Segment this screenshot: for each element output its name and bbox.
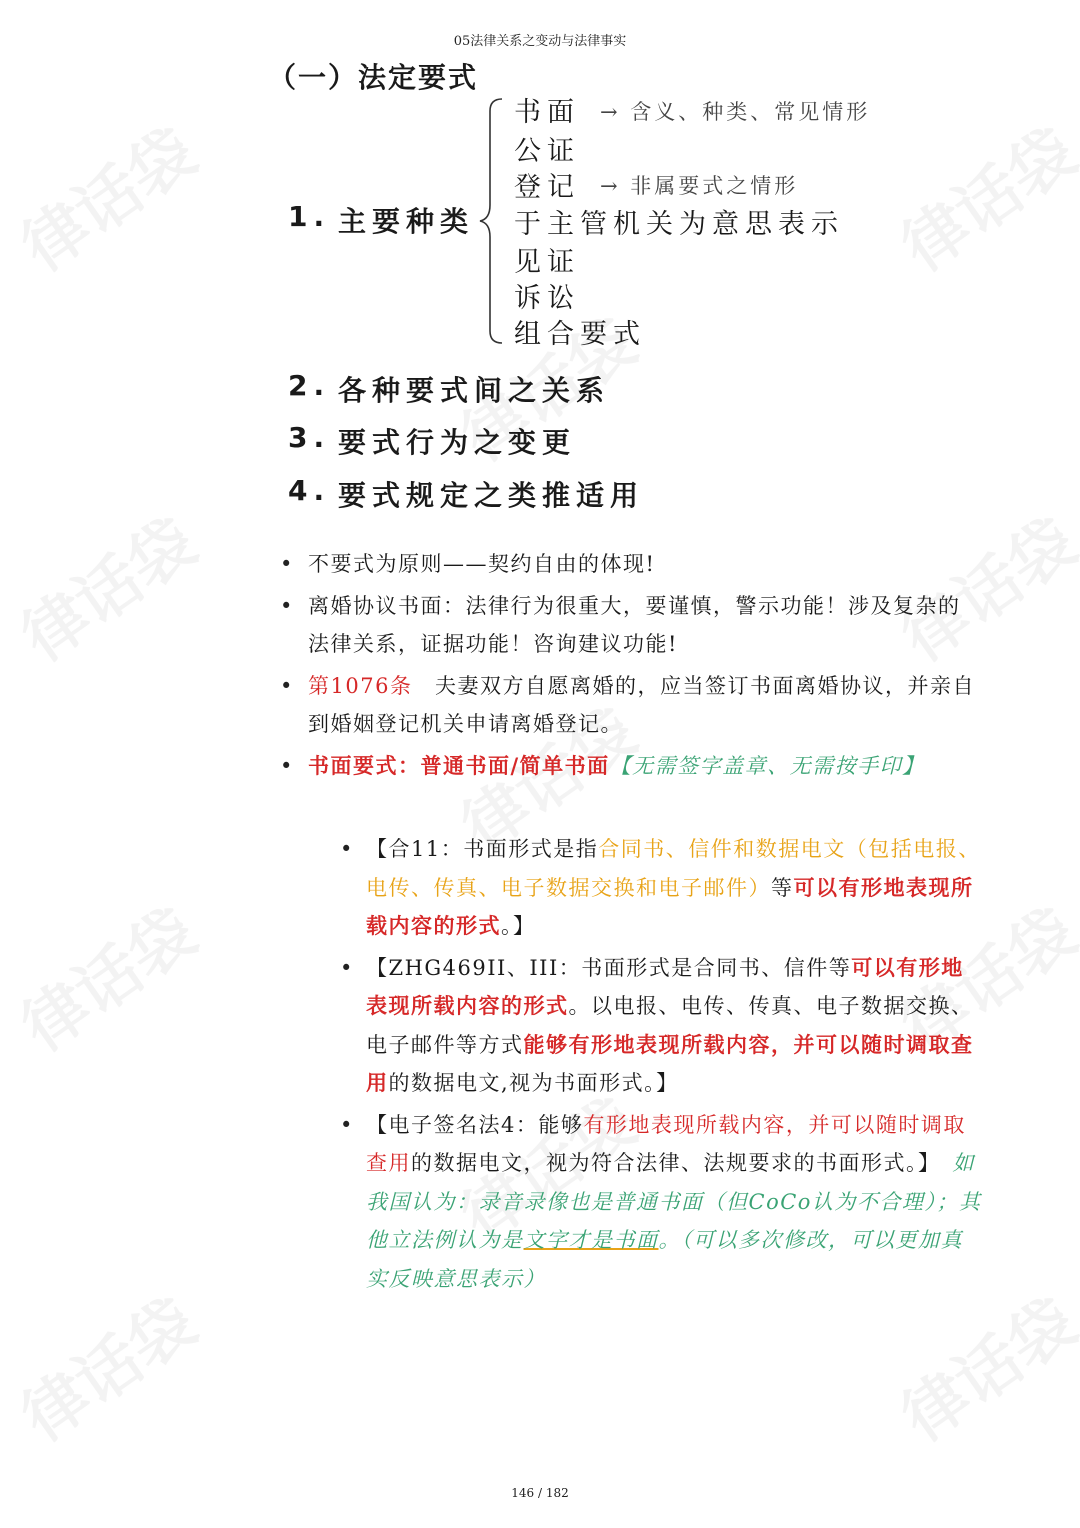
watermark xyxy=(881,103,1080,288)
item-1-label: 主要种类 xyxy=(338,205,475,238)
branch-dengji: 登记 xyxy=(514,172,580,203)
list-item xyxy=(340,949,985,1103)
bullet-text: 的数据电文,视为书面形式。】 xyxy=(388,1071,679,1095)
brace-icon xyxy=(478,97,508,345)
highlight-red: 可以有形地表现所载内容的形式 xyxy=(366,874,974,938)
highlight-green: 【无需签字盖章、无需按手印】 xyxy=(609,753,925,778)
highlight-red: 有形地表现所载内容，并可以随时调取查用 xyxy=(366,1112,966,1175)
item-3-number: 3. xyxy=(288,421,331,454)
bullet-text: 【ZHG469II、III：书面形式是合同书、信件等 xyxy=(366,955,852,980)
branch-gongzheng: 公证 xyxy=(514,136,580,167)
watermark xyxy=(1,493,211,678)
list-item xyxy=(280,545,980,584)
watermark xyxy=(881,1273,1080,1458)
bullet-text: 不要式为原则——契约自由的体现! xyxy=(308,552,656,576)
bullet-text: 。】 xyxy=(501,914,536,938)
item-4-label: 要式规定之类推适用 xyxy=(338,479,645,512)
bullet-text: 的数据电文，视为符合法律、法规要求的书面形式。】 xyxy=(411,1151,930,1175)
branch-jianzheng: 见证 xyxy=(514,247,580,278)
note-shumian: → 含义、种类、常见情形 xyxy=(600,100,871,124)
bullet-list xyxy=(280,545,980,788)
bullet-text: 离婚协议书面：法律行为很重大，要谨慎，警示功能！涉及复杂的法律关系，证据功能！咨询建议功能! xyxy=(308,593,961,656)
bullet-text: 夫妻双方自愿离婚的，应当签订书面离婚协议，并亲自到婚姻登记机关申请离婚登记。 xyxy=(308,673,975,736)
article-ref: 第1076条 xyxy=(308,673,413,698)
highlight-green: 如我国认为：录音录像也是普通书面（但CoCo认为不合理）；其他立法例认为是 xyxy=(366,1151,982,1252)
page-number: 146 / 182 xyxy=(511,1486,569,1500)
highlight-green: 。（可以多次修改，可以更加真实反映意思表示） xyxy=(366,1228,963,1291)
note-dengji: → 非属要式之情形 xyxy=(600,174,799,198)
bullet-text: 等 xyxy=(771,875,794,900)
item-2-label: 各种要式间之关系 xyxy=(338,374,611,407)
watermark xyxy=(1,103,211,288)
bullet-text: 。以电报、电传、传真、电子数据交换、电子邮件等方式 xyxy=(366,994,974,1057)
list-item xyxy=(340,830,985,946)
branch-zhuguan: 于主管机关为意思表示 xyxy=(514,209,844,240)
list-item xyxy=(280,667,980,744)
item-3-label: 要式行为之变更 xyxy=(338,426,577,459)
list-item xyxy=(280,747,980,786)
sub-bullet-list xyxy=(340,830,985,1301)
page-header: 05法律关系之变动与法律事实 xyxy=(453,34,627,49)
item-2-number: 2. xyxy=(288,369,331,402)
item-4-number: 4. xyxy=(288,474,331,507)
watermark xyxy=(1,1273,211,1458)
highlight-green-underlined: 文字才是书面 xyxy=(523,1228,659,1252)
branch-zuhe: 组合要式 xyxy=(514,319,646,350)
bullet-text: 【电子签名法4：能够 xyxy=(366,1112,584,1137)
item-1-number: 1. xyxy=(288,200,331,233)
branch-susong: 诉讼 xyxy=(514,283,580,314)
list-item xyxy=(340,1106,985,1299)
branch-shumian: 书面 xyxy=(514,97,580,128)
highlight-red: 书面要式：普通书面/简单书面 xyxy=(308,752,610,778)
list-item xyxy=(280,587,980,664)
highlight-red: 可以有形地表现所载内容的形式 xyxy=(366,954,964,1018)
bullet-text: 【合11：书面形式是指 xyxy=(366,837,599,861)
highlight-orange: 合同书、信件和数据电文（包括电报、电传、传真、电子数据交换和电子邮件） xyxy=(366,837,981,900)
watermark xyxy=(1,883,211,1068)
highlight-red: 能够有形地表现所载内容，并可以随时调取查用 xyxy=(366,1031,974,1095)
section-title: （一）法定要式 xyxy=(268,61,479,94)
